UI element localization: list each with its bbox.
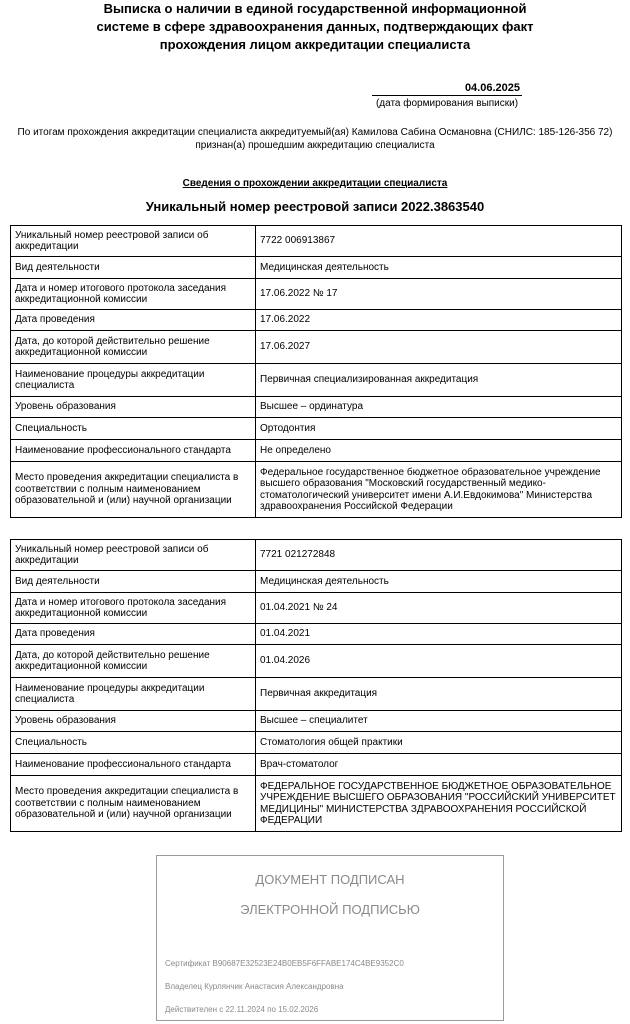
row-value: Высшее – специалитет [256, 711, 622, 732]
table-row [11, 440, 622, 462]
table-row [11, 571, 622, 593]
intro-text [6, 126, 624, 152]
row-value: Врач-стоматолог [256, 754, 622, 776]
table-row [11, 624, 622, 645]
table-row [11, 364, 622, 397]
record-title: Уникальный номер реестровой записи 2022.3863540 [145, 199, 485, 214]
row-value: Первичная аккредитация [256, 678, 622, 711]
title-line: прохождения лицом аккредитации специалиста [159, 37, 471, 52]
electronic-signature-stamp [156, 855, 504, 1021]
row-value: 7721 021272848 [256, 540, 622, 571]
stamp-line-1: ДОКУМЕНТ ПОДПИСАН [255, 872, 405, 887]
row-label: Дата, до которой действительно решение аккредитационной комиссии [11, 645, 256, 678]
table-row [11, 418, 622, 440]
table-row [11, 331, 622, 364]
row-label: Дата и номер итогового протокола заседания аккредитационной комиссии [11, 593, 256, 624]
table-row [11, 462, 622, 518]
row-value: 01.04.2021 [256, 624, 622, 645]
row-label: Место проведения аккредитации специалиста в соответствии с полным наименованием образовательной и (или) научной организации [11, 776, 256, 832]
table-row [11, 645, 622, 678]
table-row [11, 776, 622, 832]
row-value: 01.04.2026 [256, 645, 622, 678]
table-row [11, 593, 622, 624]
row-label: Уникальный номер реестровой записи об аккредитации [11, 540, 256, 571]
formation-date-caption: (дата формирования выписки) [375, 98, 519, 109]
row-label: Вид деятельности [11, 257, 256, 279]
title-line: системе в сфере здравоохранения данных, подтверждающих факт [96, 19, 534, 34]
row-label: Специальность [11, 418, 256, 440]
table-row [11, 732, 622, 754]
row-value: Стоматология общей практики [256, 732, 622, 754]
stamp-certificate: Сертификат B90687E32523E24B0EB5F6FFABE174C4BE9352C0 [165, 959, 404, 968]
row-value: Медицинская деятельность [256, 257, 622, 279]
row-label: Специальность [11, 732, 256, 754]
row-value: Высшее – ординатура [256, 397, 622, 418]
row-label: Наименование процедуры аккредитации специалиста [11, 678, 256, 711]
row-label: Уровень образования [11, 397, 256, 418]
row-value: 01.04.2021 № 24 [256, 593, 622, 624]
row-label: Дата проведения [11, 310, 256, 331]
row-value: 17.06.2022 [256, 310, 622, 331]
table-row [11, 711, 622, 732]
row-label: Наименование профессионального стандарта [11, 754, 256, 776]
table-row [11, 754, 622, 776]
row-value: 17.06.2027 [256, 331, 622, 364]
row-label: Наименование процедуры аккредитации специалиста [11, 364, 256, 397]
intro-line-2: признан(а) прошедшим аккредитацию специалиста [195, 140, 435, 151]
row-value: Медицинская деятельность [256, 571, 622, 593]
document-title [40, 0, 590, 54]
table-row [11, 279, 622, 310]
row-value: 17.06.2022 № 17 [256, 279, 622, 310]
formation-date: 04.06.2025 [372, 82, 522, 96]
table-row [11, 310, 622, 331]
table-row [11, 678, 622, 711]
row-value: Не определено [256, 440, 622, 462]
row-label: Уровень образования [11, 711, 256, 732]
row-value: 7722 006913867 [256, 226, 622, 257]
title-line: Выписка о наличии в единой государственной информационной [103, 1, 527, 16]
table-row [11, 540, 622, 571]
table-row [11, 257, 622, 279]
row-value: Первичная специализированная аккредитация [256, 364, 622, 397]
row-label: Дата, до которой действительно решение аккредитационной комиссии [11, 331, 256, 364]
stamp-validity: Действителен с 22.11.2024 по 15.02.2026 [165, 1005, 319, 1014]
stamp-line-2: ЭЛЕКТРОННОЙ ПОДПИСЬЮ [240, 902, 420, 917]
stamp-owner: Владелец Курлянчик Анастасия Александровна [165, 982, 344, 991]
row-value: Ортодонтия [256, 418, 622, 440]
row-label: Дата проведения [11, 624, 256, 645]
row-label: Дата и номер итогового протокола заседания аккредитационной комиссии [11, 279, 256, 310]
table-row [11, 226, 622, 257]
accreditation-table-1 [10, 225, 622, 518]
row-value: Федеральное государственное бюджетное образовательное учреждение высшего образования "Московский государственный медико-стоматологический университет имени А.И.Евдокимова" Министерства здравоохранения Российской Федерации [256, 462, 622, 518]
row-label: Место проведения аккредитации специалиста в соответствии с полным наименованием образовательной и (или) научной организации [11, 462, 256, 518]
accreditation-table-2 [10, 539, 622, 832]
table-row [11, 397, 622, 418]
formation-date-block [372, 82, 522, 110]
section-title: Сведения о прохождении аккредитации специалиста [182, 178, 448, 189]
row-label: Уникальный номер реестровой записи об аккредитации [11, 226, 256, 257]
row-label: Наименование профессионального стандарта [11, 440, 256, 462]
intro-line-1: По итогам прохождения аккредитации специалиста аккредитуемый(ая) Камилова Сабина Османовна (СНИЛС: 185-126-356 72) [17, 127, 613, 138]
row-value: ФЕДЕРАЛЬНОЕ ГОСУДАРСТВЕННОЕ БЮДЖЕТНОЕ ОБРАЗОВАТЕЛЬНОЕ УЧРЕЖДЕНИЕ ВЫСШЕГО ОБРАЗОВАНИЯ "РОССИЙСКИЙ УНИВЕРСИТЕТ МЕДИЦИНЫ" МИНИСТЕРСТВА ЗДРАВООХРАНЕНИЯ РОССИЙСКОЙ ФЕДЕРАЦИИ [256, 776, 622, 832]
row-label: Вид деятельности [11, 571, 256, 593]
